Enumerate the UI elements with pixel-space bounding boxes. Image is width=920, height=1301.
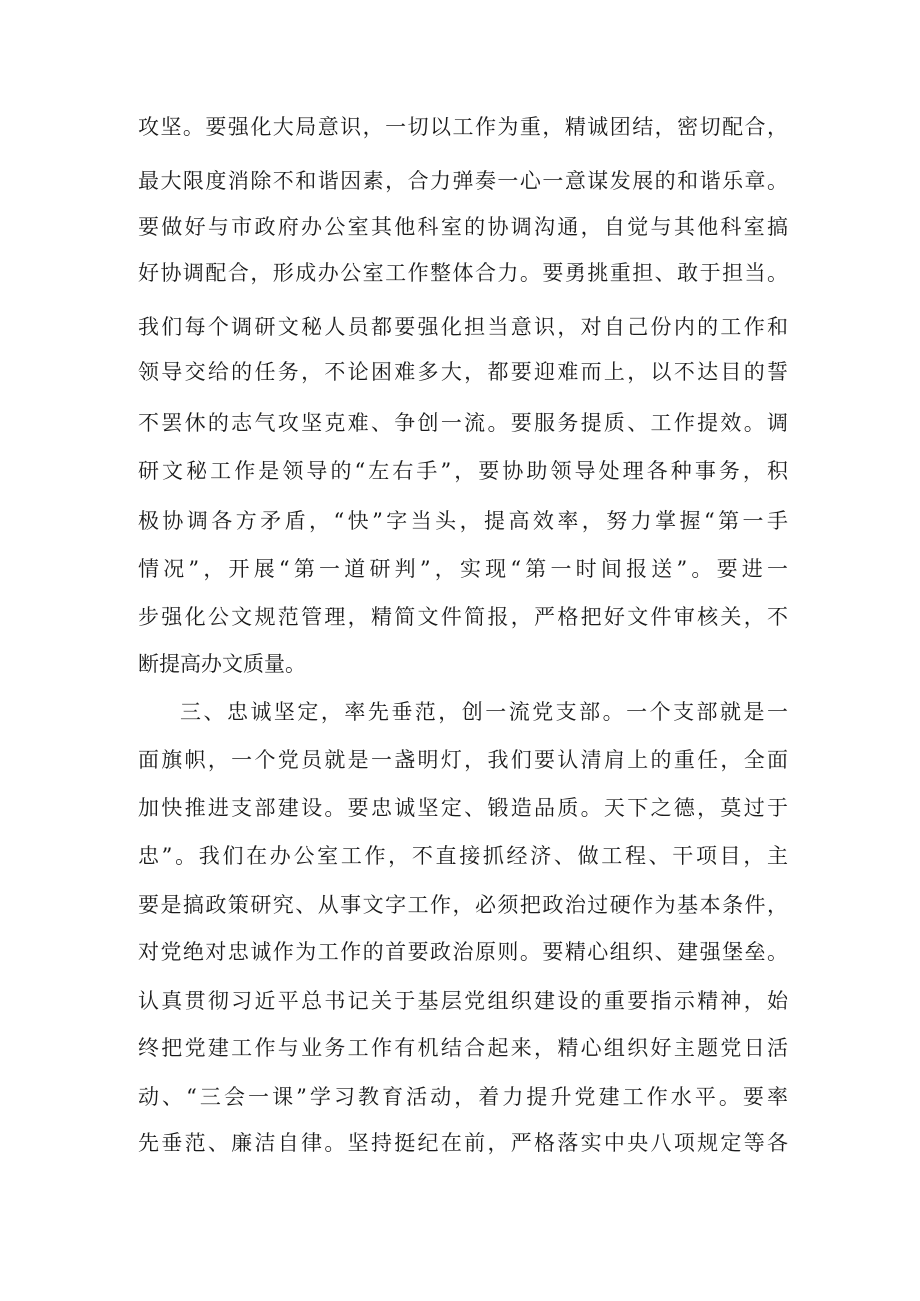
text-line-14: 面旗帜，一个党员就是一盏明灯，我们要认清肩上的重任，全面 bbox=[138, 748, 788, 772]
text-line-8: 研文秘工作是领导的“左右手”，要协助领导处理各种事务，积 bbox=[138, 459, 788, 483]
text-line-9: 极协调各方矛盾，“快”字当头，提高效率，努力掌握“第一手 bbox=[138, 509, 788, 533]
text-line-16: 忠”。我们在办公室工作，不直接抓经济、做工程、干项目，主 bbox=[138, 844, 788, 868]
text-line-6: 领导交给的任务，不论困难多大，都要迎难而上，以不达目的誓 bbox=[138, 360, 788, 384]
text-line-3: 要做好与市政府办公室其他科室的协调沟通，自觉与其他科室搞 bbox=[138, 215, 788, 239]
text-line-4: 好协调配合，形成办公室工作整体合力。要勇挑重担、敢于担当。 bbox=[138, 261, 788, 285]
text-line-1: 攻坚。要强化大局意识，一切以工作为重，精诚团结，密切配合， bbox=[138, 115, 788, 139]
text-line-18: 对党绝对忠诚作为工作的首要政治原则。要精心组织、建强堡垒。 bbox=[138, 940, 788, 964]
text-line-11: 步强化公文规范管理，精简文件简报，严格把好文件审核关，不 bbox=[138, 605, 788, 629]
text-line-12: 断提高办文质量。 bbox=[138, 652, 306, 676]
text-line-17: 要是搞政策研究、从事文字工作，必须把政治过硬作为基本条件， bbox=[138, 893, 788, 917]
text-line-5: 我们每个调研文秘人员都要强化担当意识，对自己份内的工作和 bbox=[138, 315, 788, 339]
text-line-7: 不罢休的志气攻坚克难、争创一流。要服务提质、工作提效。调 bbox=[138, 411, 788, 435]
text-line-2: 最大限度消除不和谐因素，合力弹奏一心一意谋发展的和谐乐章。 bbox=[138, 169, 788, 193]
text-line-21: 动、“三会一课”学习教育活动，着力提升党建工作水平。要率 bbox=[138, 1085, 788, 1109]
text-line-15: 加快推进支部建设。要忠诚坚定、锻造品质。天下之德，莫过于 bbox=[138, 796, 788, 820]
text-line-19: 认真贯彻习近平总书记关于基层党组织建设的重要指示精神，始 bbox=[138, 989, 788, 1013]
text-line-10: 情况”，开展“第一道研判”，实现“第一时间报送”。要进一 bbox=[138, 557, 788, 581]
section-heading-line: 三、忠诚坚定，率先垂范，创一流党支部。一个支部就是一 bbox=[180, 700, 788, 724]
text-line-22: 先垂范、廉洁自律。坚持挺纪在前，严格落实中央八项规定等各 bbox=[138, 1131, 788, 1155]
text-line-20: 终把党建工作与业务工作有机结合起来，精心组织好主题党日活 bbox=[138, 1036, 788, 1060]
